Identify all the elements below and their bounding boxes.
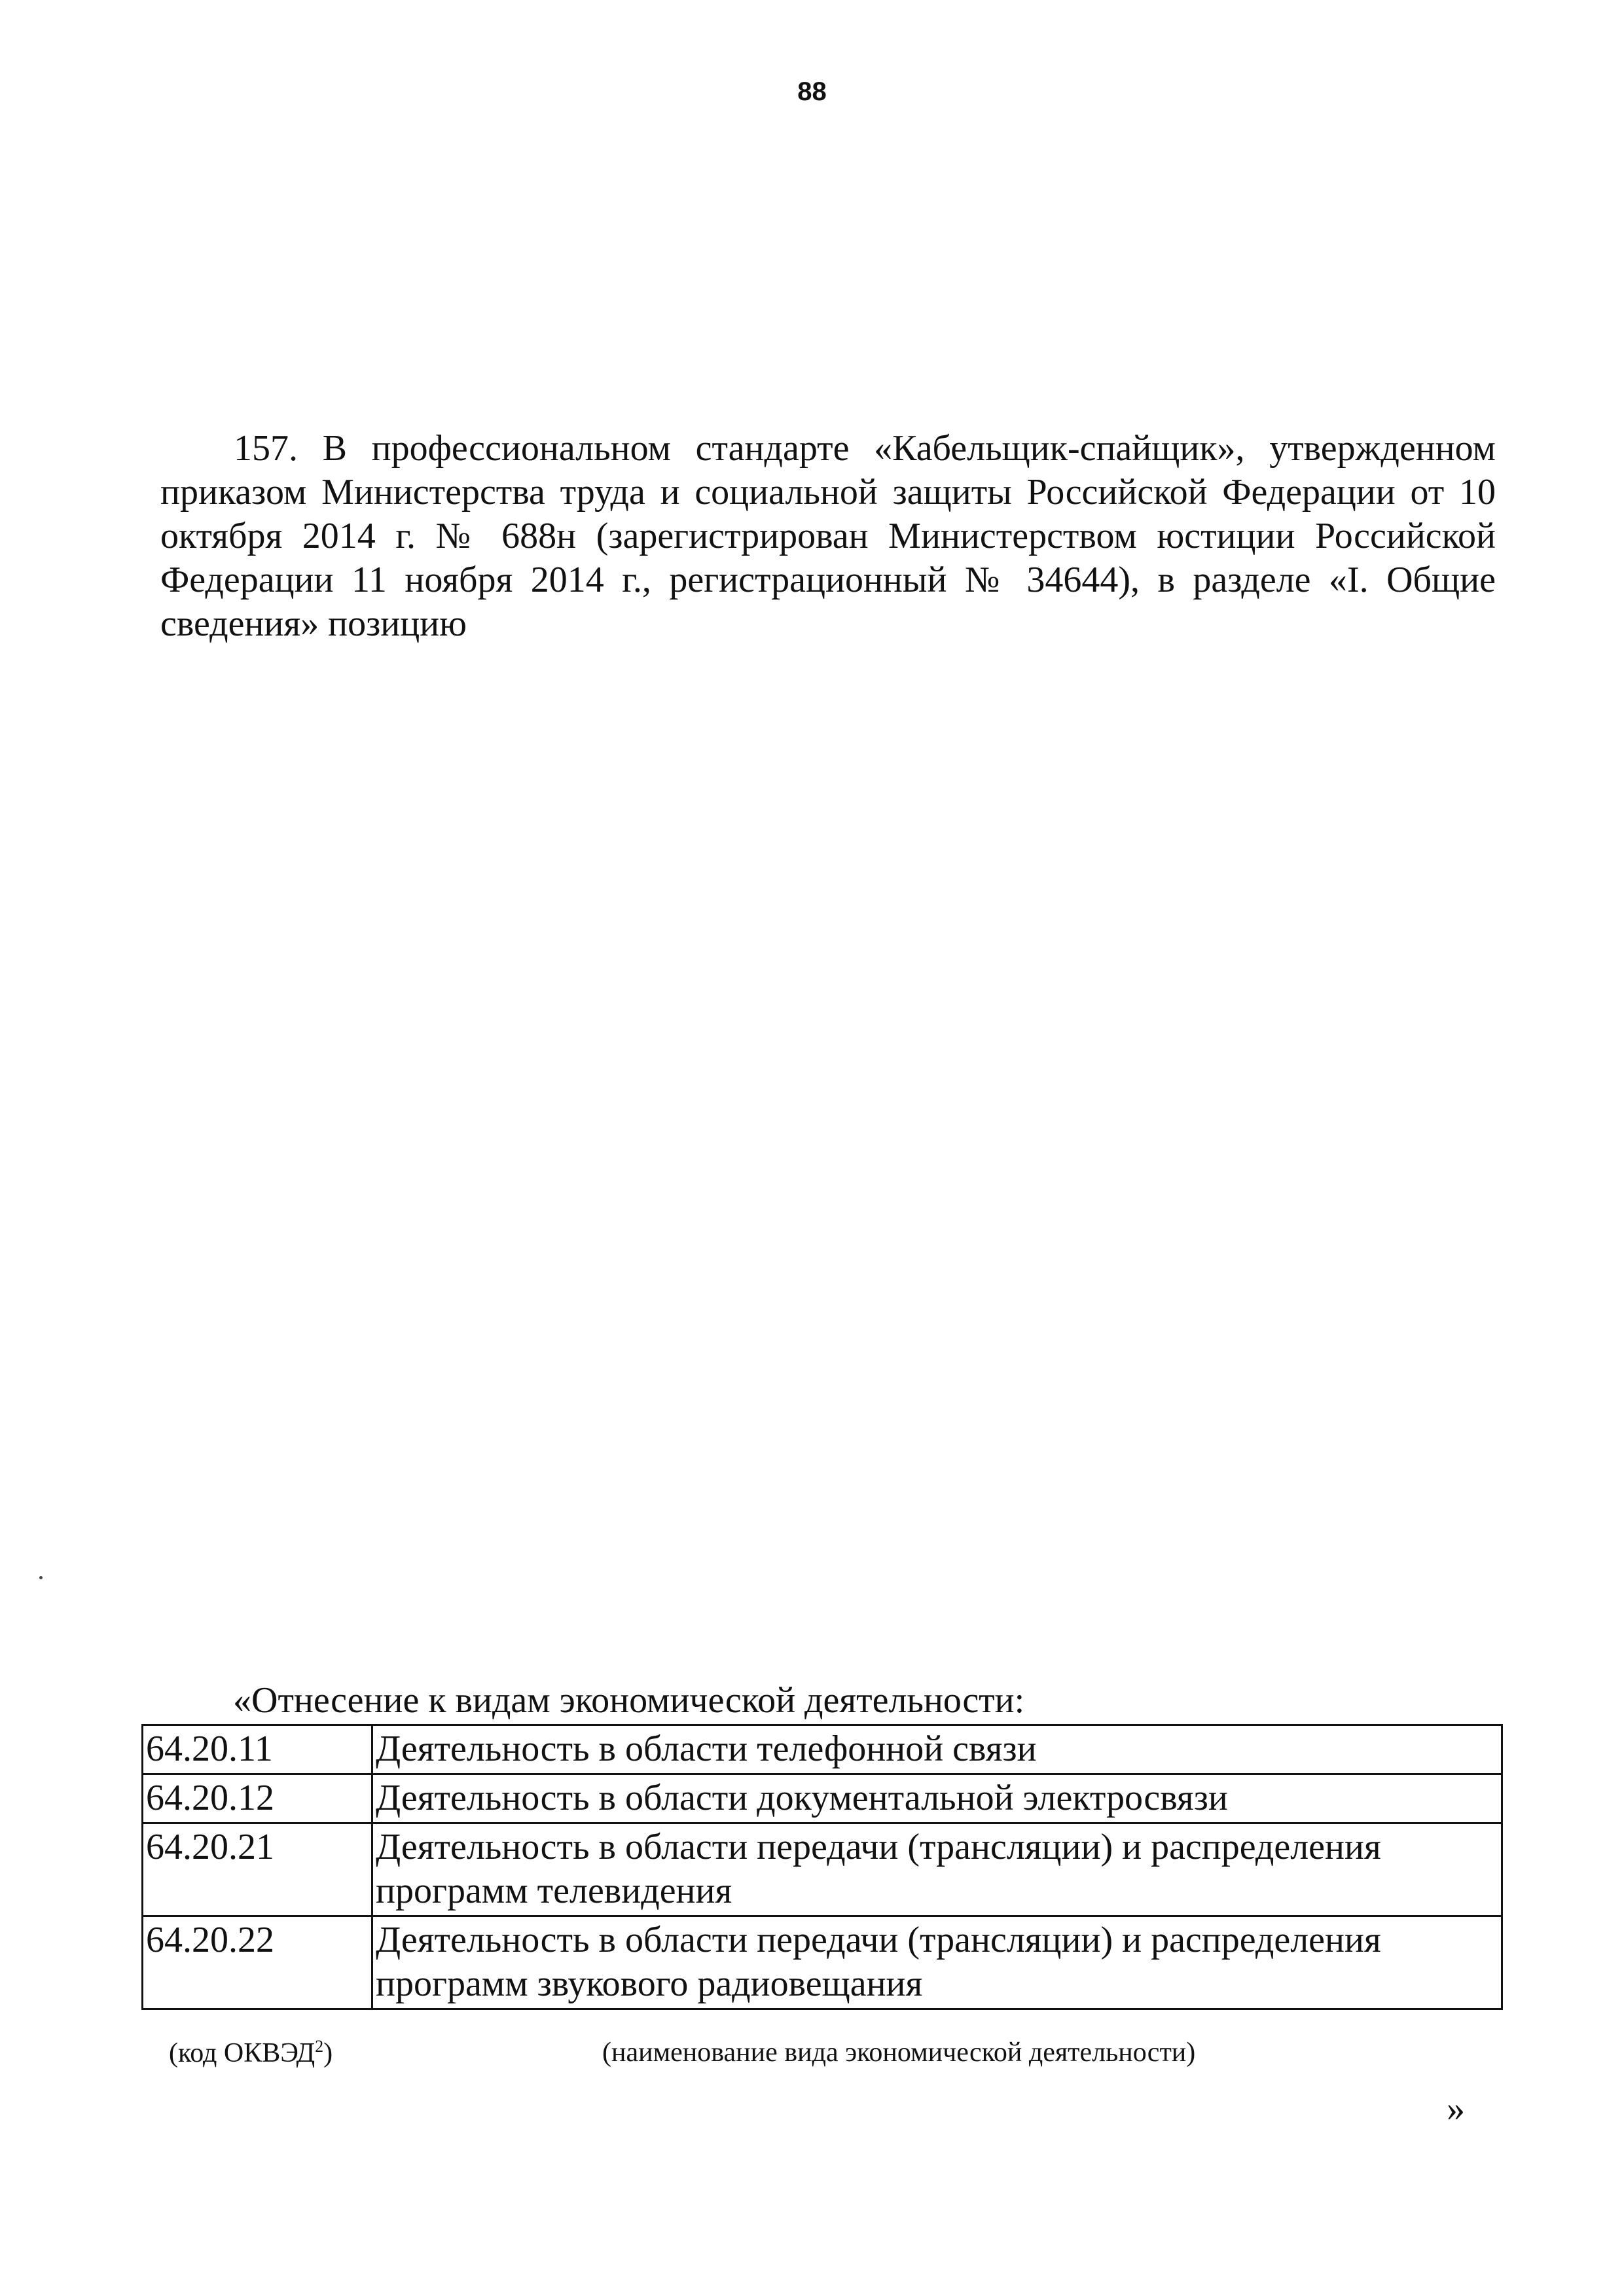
okved-code-cell: 64.20.12 — [143, 1774, 372, 1823]
okved-code-caption — [169, 2037, 333, 2069]
activity-name-cell: Деятельность в области телефонной связи — [372, 1725, 1502, 1774]
table-row — [143, 1823, 1502, 1916]
amendment-paragraph-text: 157. В профессиональном стандарте «Кабельщик-спайщик», утвержденном приказом Министерства труда и социальной защиты Российской Федерации от 10 октября 2014 г. № 688н (зарегистрирован Министерством юстиции Российской Федерации 11 ноября 2014 г., регистрационный № 34644), в разделе «I. Общие сведения» позицию — [160, 428, 1496, 644]
okved-code-caption-label: (код ОКВЭД — [169, 2038, 316, 2068]
amendment-paragraph — [160, 427, 1496, 646]
okved-table — [141, 1724, 1503, 2010]
activity-name-cell: Деятельность в области документальной электросвязи — [372, 1774, 1502, 1823]
okved-code-cell: 64.20.21 — [143, 1823, 372, 1916]
footnote-marker: 2 — [315, 2037, 324, 2056]
okved-code-cell: 64.20.22 — [143, 1916, 372, 2009]
closing-quote: » — [1447, 2089, 1465, 2129]
activity-name-cell: Деятельность в области передачи (трансляции) и распределения программ звукового радиовещания — [372, 1916, 1502, 2009]
activity-name-cell: Деятельность в области передачи (трансляции) и распределения программ телевидения — [372, 1823, 1502, 1916]
table-row — [143, 1916, 1502, 2009]
activity-name-caption: (наименование вида экономической деятельности) — [602, 2037, 1196, 2068]
table-row — [143, 1725, 1502, 1774]
table-row — [143, 1774, 1502, 1823]
table-intro: «Отнесение к видам экономической деятельности: — [233, 1680, 1025, 1721]
okved-code-caption-close: ) — [323, 2038, 333, 2068]
page-number: 88 — [797, 77, 827, 106]
okved-code-cell: 64.20.11 — [143, 1725, 372, 1774]
scan-dot — [39, 1576, 43, 1579]
